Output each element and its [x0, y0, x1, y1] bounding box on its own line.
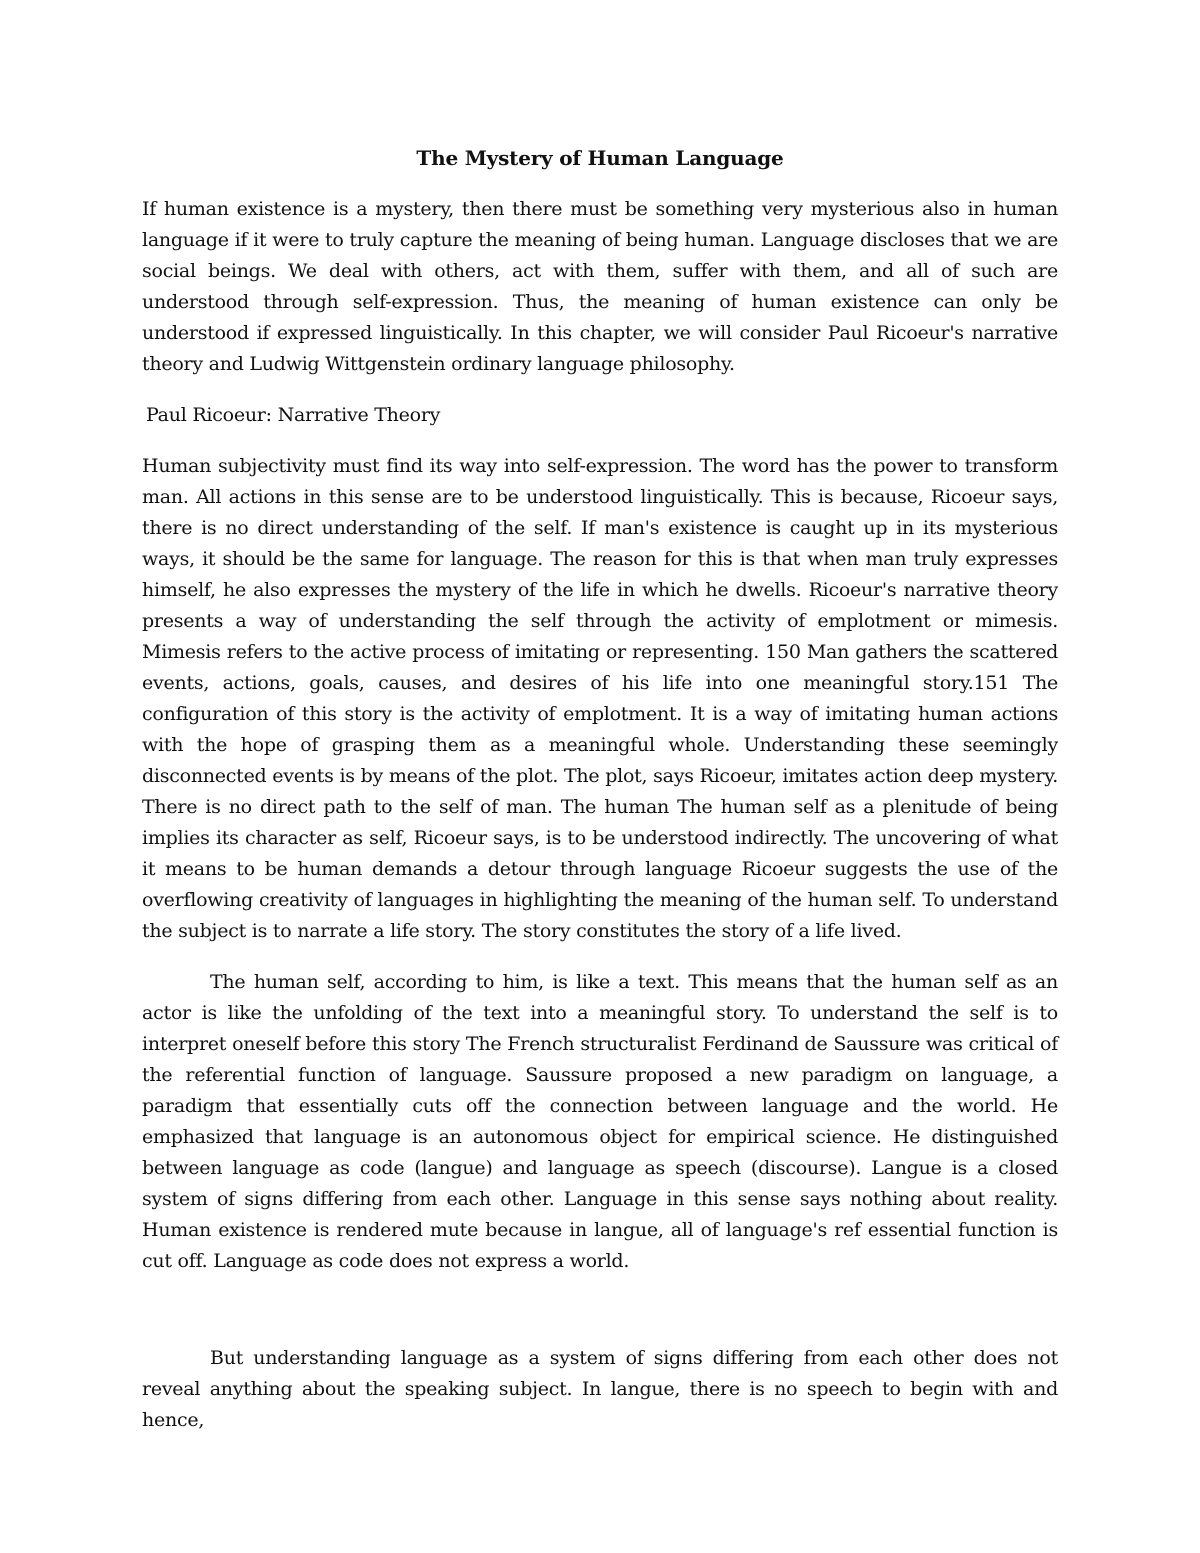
- paragraph-intro: If human existence is a mystery, then there must be something very mysterious also in human language if it were to truly capture the meaning of being human. Language discloses that we are social beings. We deal with others, act with them, suffer with them, and all of such are understood through self-expression. Thus, the meaning of human existence can only be understood if expressed linguistically. In this chapter, we will consider Paul Ricoeur's narrative theory and Ludwig Wittgenstein ordinary language philosophy.: [142, 198, 1058, 375]
- paragraph-narrative-theory: Human subjectivity must find its way into self-expression. The word has the power to transform man. All actions in this sense are to be understood linguistically. This is because, Ricoeur says, there is no direct understanding of the self. If man's existence is caught up in its mysterious ways, it should be the same for language. The reason for this is that when man truly expresses himself, he also expresses the mystery of the life in which he dwells. Ricoeur's narrative theory presents a way of understanding the self through the activity of emplotment or mimesis. Mimesis refers to the active process of imitating or representing. 150 Man gathers the scattered events, actions, goals, causes, and desires of his life into one meaningful story.151 The configuration of this story is the activity of emplotment. It is a way of imitating human actions with the hope of grasping them as a meaningful whole. Understanding these seemingly disconnected events is by means of the plot. The plot, says Ricoeur, imitates action deep mystery. There is no direct path to the self of man. The human The human self as a plenitude of being implies its character as self, Ricoeur says, is to be understood indirectly. The uncovering of what it means to be human demands a detour through language Ricoeur suggests the use of the overflowing creativity of languages in highlighting the meaning of the human self. To understand the subject is to narrate a life story. The story constitutes the story of a life lived.: [142, 455, 1058, 942]
- document-body: [142, 140, 1058, 1436]
- section-heading: Paul Ricoeur: Narrative Theory: [146, 404, 441, 426]
- document-title: The Mystery of Human Language: [416, 146, 784, 170]
- paragraph-human-self-text: The human self, according to him, is like a text. This means that the human self as an actor is like the unfolding of the text into a meaningful story. To understand the self is to interpret oneself before this story The French structuralist Ferdinand de Saussure was critical of the referential function of language. Saussure proposed a new paradigm on language, a paradigm that essentially cuts off the connection between language and the world. He emphasized that language is an autonomous object for empirical science. He distinguished between language as code (langue) and language as speech (discourse). Langue is a closed system of signs differing from each other. Language in this sense says nothing about reality. Human existence is rendered mute because in langue, all of language's ref essential function is cut off. Language as code does not express a world.: [142, 971, 1058, 1272]
- paragraph-signs: But understanding language as a system of signs differing from each other does not reveal anything about the speaking subject. In langue, there is no speech to begin with and hence,: [142, 1347, 1058, 1431]
